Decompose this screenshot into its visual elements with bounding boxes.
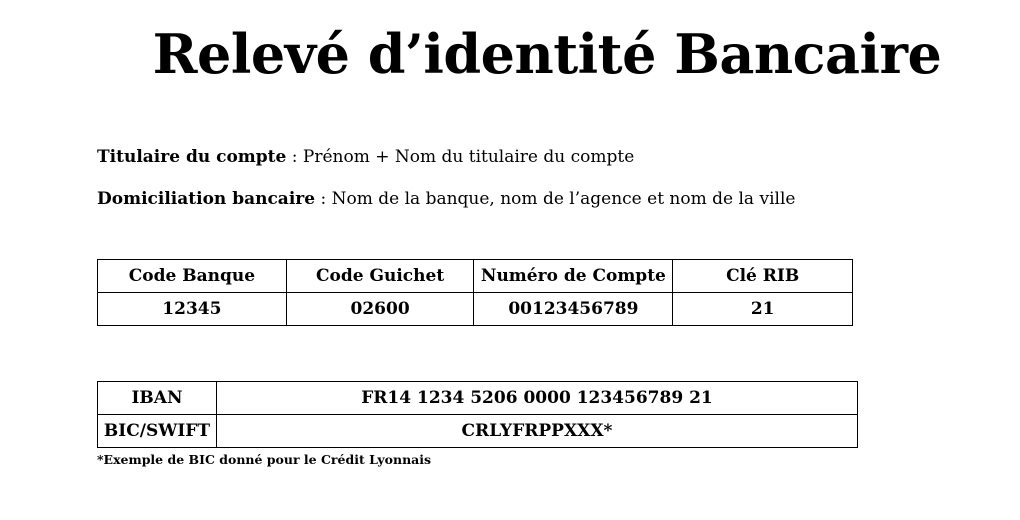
table-row	[98, 415, 858, 448]
account-holder-separator: :	[286, 147, 303, 167]
rib-header-account-number: Numéro de Compte	[474, 260, 673, 293]
rib-header-branch-code: Code Guichet	[286, 260, 474, 293]
iban-value: FR14 1234 5206 0000 123456789 21	[216, 382, 857, 415]
rib-bank-code-value: 12345	[98, 293, 287, 326]
rib-header-row	[98, 260, 853, 293]
rib-value-row	[98, 293, 853, 326]
rib-header-bank-code: Code Banque	[98, 260, 287, 293]
iban-table	[97, 381, 858, 448]
account-holder-label: Titulaire du compte	[97, 147, 287, 167]
rib-key-value: 21	[673, 293, 853, 326]
domiciliation-separator: :	[315, 189, 332, 209]
domiciliation-value: Nom de la banque, nom de l’agence et nom de la ville	[331, 189, 796, 209]
rib-header-rib-key: Clé RIB	[673, 260, 853, 293]
domiciliation-line	[97, 189, 795, 209]
domiciliation-label: Domiciliation bancaire	[97, 189, 316, 209]
bic-footnote: *Exemple de BIC donné pour le Crédit Lyonnais	[97, 452, 432, 467]
bic-value: CRLYFRPPXXX*	[216, 415, 857, 448]
page-title: Relevé d’identité Bancaire	[152, 22, 942, 86]
iban-label: IBAN	[98, 382, 217, 415]
account-holder-value: Prénom + Nom du titulaire du compte	[302, 147, 635, 167]
rib-table	[97, 259, 853, 326]
table-row	[98, 382, 858, 415]
rib-branch-code-value: 02600	[286, 293, 474, 326]
bic-label: BIC/SWIFT	[98, 415, 217, 448]
account-holder-line	[97, 147, 634, 167]
rib-account-number-value: 00123456789	[474, 293, 673, 326]
